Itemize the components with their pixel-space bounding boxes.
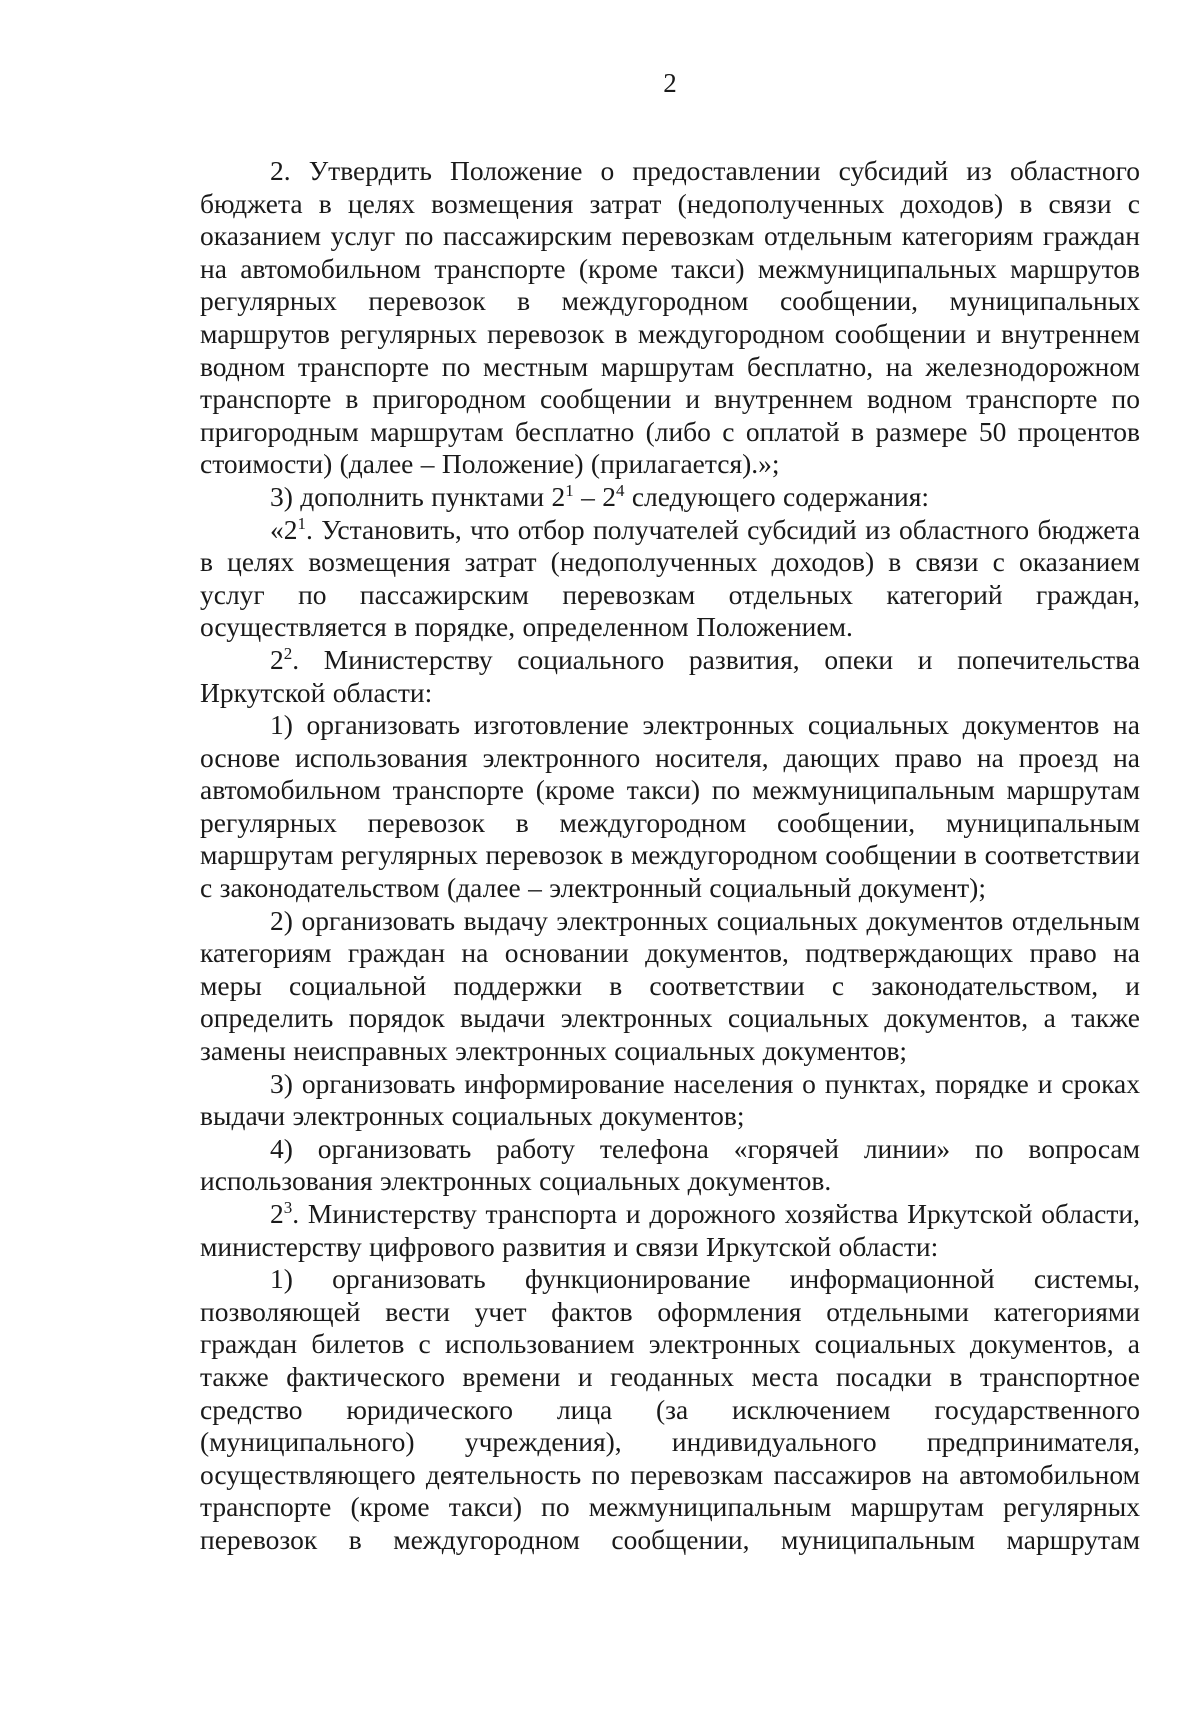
page-number: 2: [663, 68, 677, 98]
paragraph-2-3: $2^3$. Министерству транспорта и дорожного хозяйства Иркутской области, министерству цифрового развития и связи Иркутской области:: [200, 1198, 1140, 1262]
paragraph-2-1: «$2^1$. Установить, что отбор получателей субсидий из областного бюджета в целях возмещения затрат (недополученных доходов) в связи с оказанием услуг по пассажирским перевозкам отдельных категорий граждан, осуществляется в порядке, определенном Положением.: [200, 513, 1140, 643]
paragraph-2-2: $2^2$. Министерству социального развития, опеки и попечительства Иркутской области:: [200, 643, 1140, 708]
item-2-2-1: 1) организовать изготовление электронных социальных документов на основе использования электронного носителя, дающих право на проезд на автомобильном транспорте (кроме такси) по межмуниципальным маршрутам регулярных перевозок в междугородном сообщении, муниципальным маршрутам регулярных перевозок в междугородном сообщении в соответствии с законодательством (далее – электронный социальный документ);: [200, 709, 1140, 904]
item-2-3-1: 1) организовать функционирование информационной системы, позволяющей вести учет фактов оформления отдельными категориями граждан билетов с использованием электронных социальных документов, а также фактического времени и геоданных места посадки в транспортное средство юридического лица (за исключением государственного (муниципального) учреждения), индивидуального предпринимателя, осуществляющего деятельность по перевозкам пассажиров на автомобильном транспорте (кроме такси) по межмуниципальным маршрутам регулярных перевозок в междугородном сообщении, муниципальным маршрутам: [200, 1263, 1140, 1555]
item-2-2-4: 4) организовать работу телефона «горячей линии» по вопросам использования электронных социальных документов.: [200, 1132, 1140, 1197]
item-2-2-2: 2) организовать выдачу электронных социальных документов отдельным категориям граждан на основании документов, подтверждающих право на меры социальной поддержки в соответствии с законодательством, и определить порядок выдачи электронных социальных документов, а также замены неисправных электронных социальных документов;: [200, 904, 1140, 1067]
document-body: [200, 155, 1140, 1557]
item-2-2-3: 3) организовать информирование населения о пунктах, порядке и сроках выдачи электронных социальных документов;: [200, 1067, 1140, 1132]
paragraph-3-supplement: 3) дополнить пунктами $2^1 - 2^4$ следующего содержания:: [270, 480, 930, 512]
paragraph-2: 2. Утвердить Положение о предоставлении субсидий из областного бюджета в целях возмещения затрат (недополученных доходов) в связи с оказанием услуг по пассажирским перевозкам отдельным категориям граждан на автомобильном транспорте (кроме такси) межмуниципальных маршрутов регулярных перевозок в междугородном сообщении, муниципальных маршрутов регулярных перевозок в междугородном сообщении и внутреннем водном транспорте по местным маршрутам бесплатно, на железнодорожном транспорте в пригородном сообщении и внутреннем водном транспорте по пригородным маршрутам бесплатно (либо с оплатой в размере 50 процентов стоимости) (далее – Положение) (прилагается).»;: [200, 155, 1140, 480]
